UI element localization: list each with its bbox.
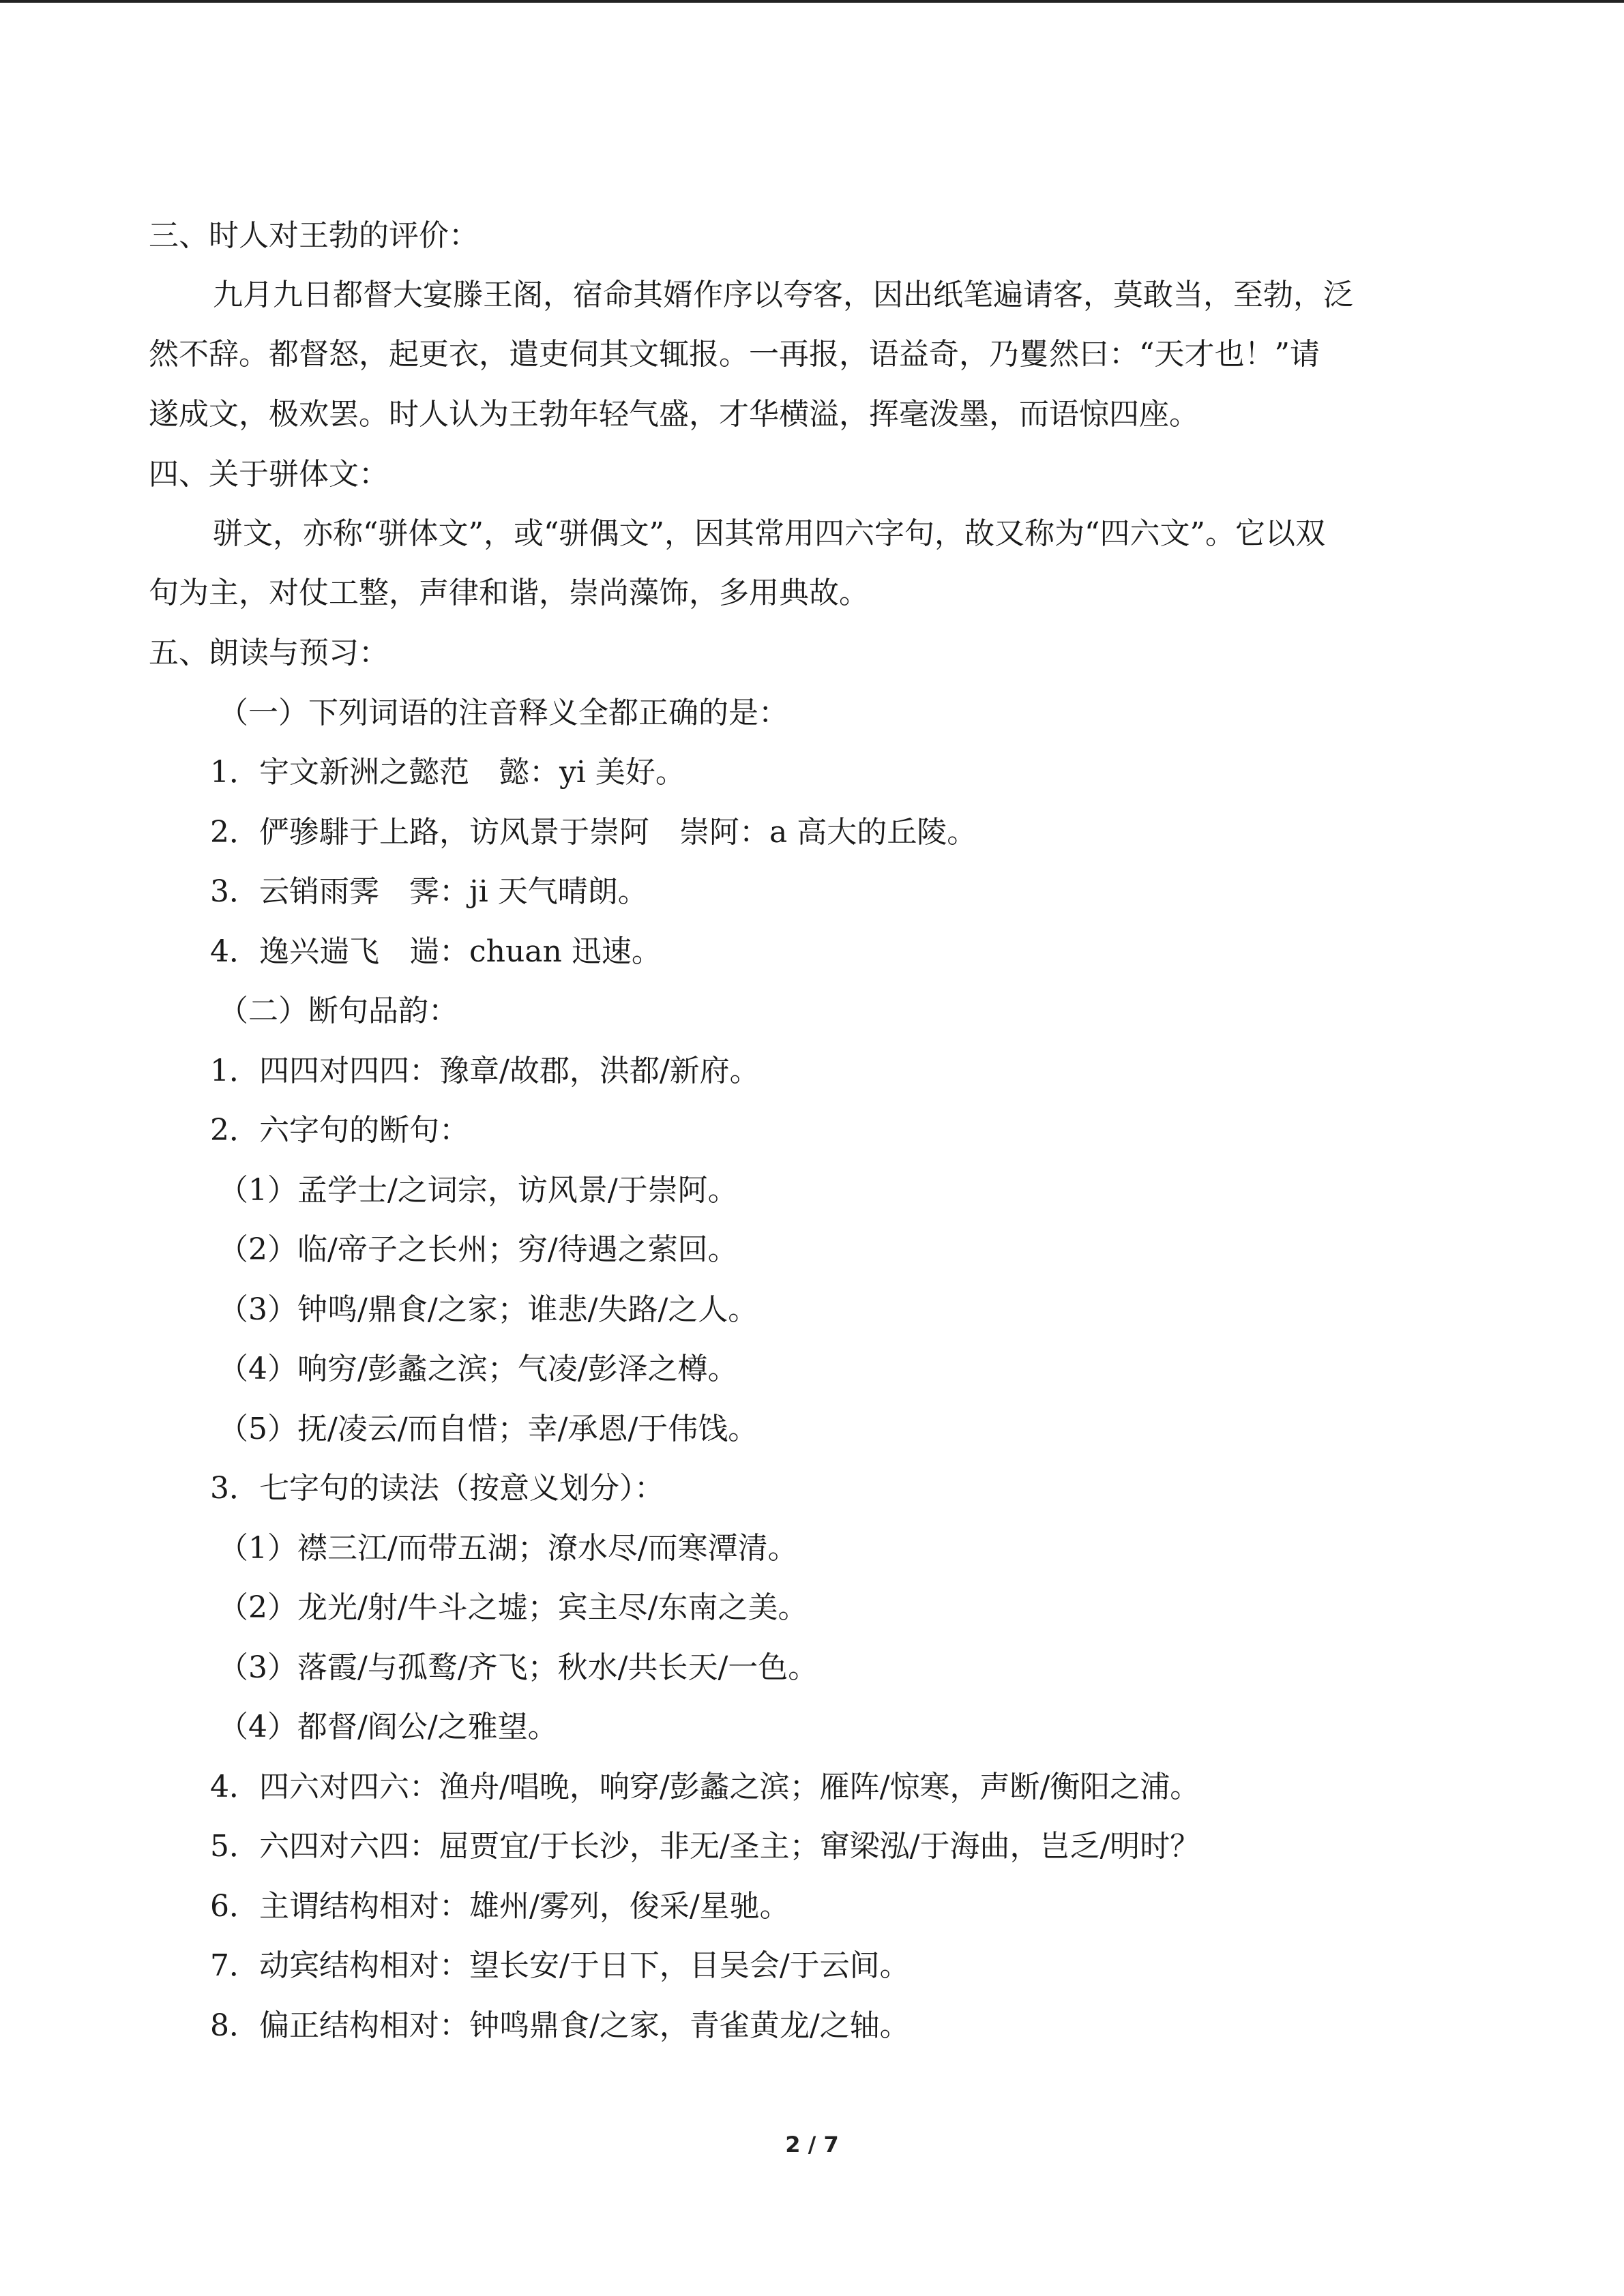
sub-list-item: （4）响穷/彭蠡之滨；气凌/彭泽之樽。 bbox=[218, 1352, 738, 1386]
list-item: 2．俨骖騑于上路，访风景于崇阿 崇阿：a 高大的丘陵。 bbox=[210, 815, 977, 850]
subsection-title-sentence-breaks: （二）断句品韵： bbox=[218, 994, 458, 1028]
sub-list-item: （2）临/帝子之长州；穷/待遇之萦回。 bbox=[218, 1232, 738, 1267]
paragraph-line: 九月九日都督大宴滕王阁，宿命其婿作序以夸客，因出纸笔遍请客，莫敢当，至勃，泛 bbox=[213, 278, 1353, 312]
list-item: 3．七字句的读法（按意义划分）： bbox=[210, 1471, 664, 1506]
list-item: 7．动宾结构相对：望长安/于日下，目吴会/于云间。 bbox=[210, 1948, 910, 1983]
sub-list-item: （4）都督/阎公/之雅望。 bbox=[218, 1710, 558, 1744]
sub-list-item: （3）落霞/与孤鹜/齐飞；秋水/共长天/一色。 bbox=[218, 1650, 818, 1685]
list-item: 1．四四对四四：豫章/故郡，洪都/新府。 bbox=[210, 1054, 760, 1088]
sub-list-item: （5）抚/凌云/而自惜；幸/承恩/于伟饯。 bbox=[218, 1412, 758, 1446]
sub-list-item: （3）钟鸣/鼎食/之家；谁悲/失路/之人。 bbox=[218, 1292, 758, 1327]
subsection-title-pronunciation: （一）下列词语的注音释义全都正确的是： bbox=[218, 696, 788, 730]
section-heading-evaluation: 三、时人对王勃的评价： bbox=[149, 218, 479, 253]
sub-list-item: （1）襟三江/而带五湖；潦水尽/而寒潭清。 bbox=[218, 1531, 798, 1566]
list-item: 4．四六对四六：渔舟/唱晚，响穿/彭蠡之滨；雁阵/惊寒，声断/衡阳之浦。 bbox=[210, 1770, 1200, 1804]
section-heading-reading-preview: 五、朗读与预习： bbox=[149, 636, 389, 670]
list-item: 2．六字句的断句： bbox=[210, 1113, 469, 1148]
page-number: 2 / 7 bbox=[785, 2132, 839, 2158]
paragraph-line: 遂成文，极欢罢。时人认为王勃年轻气盛，才华横溢，挥毫泼墨，而语惊四座。 bbox=[149, 397, 1199, 432]
sub-list-item: （1）孟学士/之词宗，访风景/于崇阿。 bbox=[218, 1173, 738, 1208]
list-item: 8．偏正结构相对：钟鸣鼎食/之家，青雀黄龙/之轴。 bbox=[210, 2008, 910, 2043]
section-heading-parallel-prose: 四、关于骈体文： bbox=[149, 457, 389, 492]
list-item: 5．六四对六四：屈贾宜/于长沙，非无/圣主；窜梁泓/于海曲，岂乏/明时？ bbox=[210, 1829, 1200, 1864]
paragraph-line: 骈文，亦称“骈体文”，或“骈偶文”，因其常用四六字句，故又称为“四六文”。它以双 bbox=[213, 516, 1325, 551]
sub-list-item: （2）龙光/射/牛斗之墟；宾主尽/东南之美。 bbox=[218, 1590, 808, 1625]
list-item: 3．云销雨霁 霁：ji 天气晴朗。 bbox=[210, 874, 648, 909]
list-item: 4．逸兴遄飞 遄：chuan 迅速。 bbox=[210, 934, 662, 969]
list-item: 6．主谓结构相对：雄州/雾列，俊采/星驰。 bbox=[210, 1889, 790, 1924]
paragraph-line: 然不辞。都督怒，起更衣，遣吏伺其文辄报。一再报，语益奇，乃矍然曰：“天才也！”请 bbox=[149, 337, 1320, 372]
list-item: 1．宇文新洲之懿范 懿：yi 美好。 bbox=[210, 755, 685, 790]
paragraph-line: 句为主，对仗工整，声律和谐，崇尚藻饰，多用典故。 bbox=[149, 576, 869, 610]
